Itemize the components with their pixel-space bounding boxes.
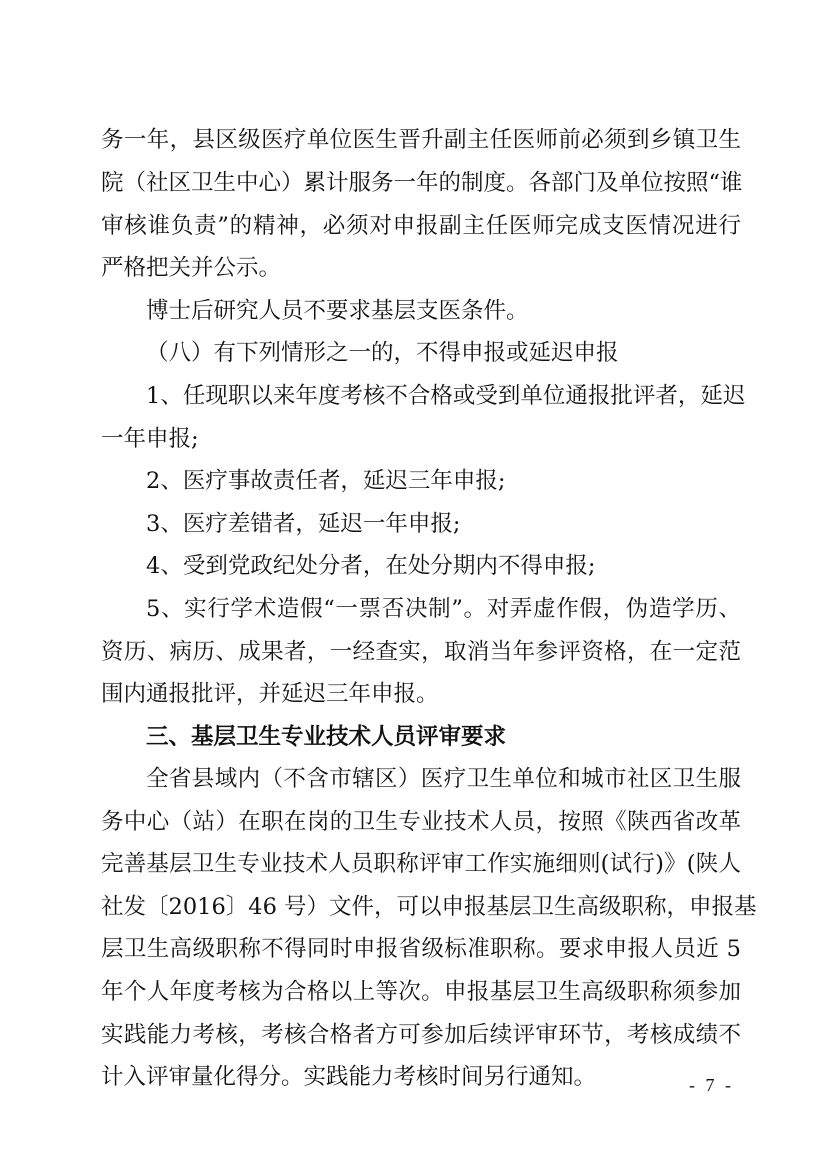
subsection-heading: （八）有下列情形之一的，不得申报或延迟申报 bbox=[146, 340, 619, 366]
list-item-continuation: 资历、病历、成果者，一经查实，取消当年参评资格，在一定范 bbox=[101, 639, 741, 665]
text-line: 社发〔2016〕46 号）文件，可以申报基层卫生高级职称，申报基 bbox=[101, 894, 757, 920]
text-line: 审核谁负责”的精神，必须对申报副主任医师完成支医情况进行 bbox=[101, 213, 741, 239]
text-line: 务中心（站）在职在岗的卫生专业技术人员，按照《陕西省改革 bbox=[101, 809, 741, 835]
list-item-continuation: 围内通报批评，并延迟三年申报。 bbox=[101, 681, 439, 707]
list-item: 3、医疗差错者，延迟一年申报; bbox=[146, 511, 461, 537]
list-item: 1、任现职以来年度考核不合格或受到单位通报批评者，延迟 bbox=[146, 383, 746, 409]
list-item-continuation: 一年申报; bbox=[101, 426, 199, 452]
page-number: - 7 - bbox=[689, 1075, 734, 1095]
text-line: 务一年，县区级医疗单位医生晋升副主任医师前必须到乡镇卫生 bbox=[101, 127, 741, 153]
text-line: 严格把关并公示。 bbox=[101, 255, 282, 281]
text-line: 院（社区卫生中心）累计服务一年的制度。各部门及单位按照“谁 bbox=[101, 170, 743, 196]
list-item: 5、实行学术造假“一票否决制”。对弄虚作假，伪造学历、 bbox=[146, 596, 741, 622]
list-item: 2、医疗事故责任者，延迟三年申报; bbox=[146, 468, 506, 494]
paragraph-line: 博士后研究人员不要求基层支医条件。 bbox=[146, 298, 529, 324]
paragraph-line: 全省县域内（不含市辖区）医疗卫生单位和城市社区卫生服 bbox=[146, 766, 741, 792]
text-line: 年个人年度考核为合格以上等次。申报基层卫生高级职称须参加 bbox=[101, 979, 741, 1005]
text-line: 计入评审量化得分。实践能力考核时间另行通知。 bbox=[101, 1064, 597, 1090]
section-heading: 三、基层卫生专业技术人员评审要求 bbox=[146, 724, 507, 750]
text-line: 完善基层卫生专业技术人员职称评审工作实施细则(试行)》(陕人 bbox=[101, 851, 741, 877]
text-line: 层卫生高级职称不得同时申报省级标准职称。要求申报人员近 5 bbox=[101, 936, 741, 962]
text-line: 实践能力考核，考核合格者方可参加后续评审环节，考核成绩不 bbox=[101, 1022, 741, 1048]
list-item: 4、受到党政纪处分者，在处分期内不得申报; bbox=[146, 553, 596, 579]
